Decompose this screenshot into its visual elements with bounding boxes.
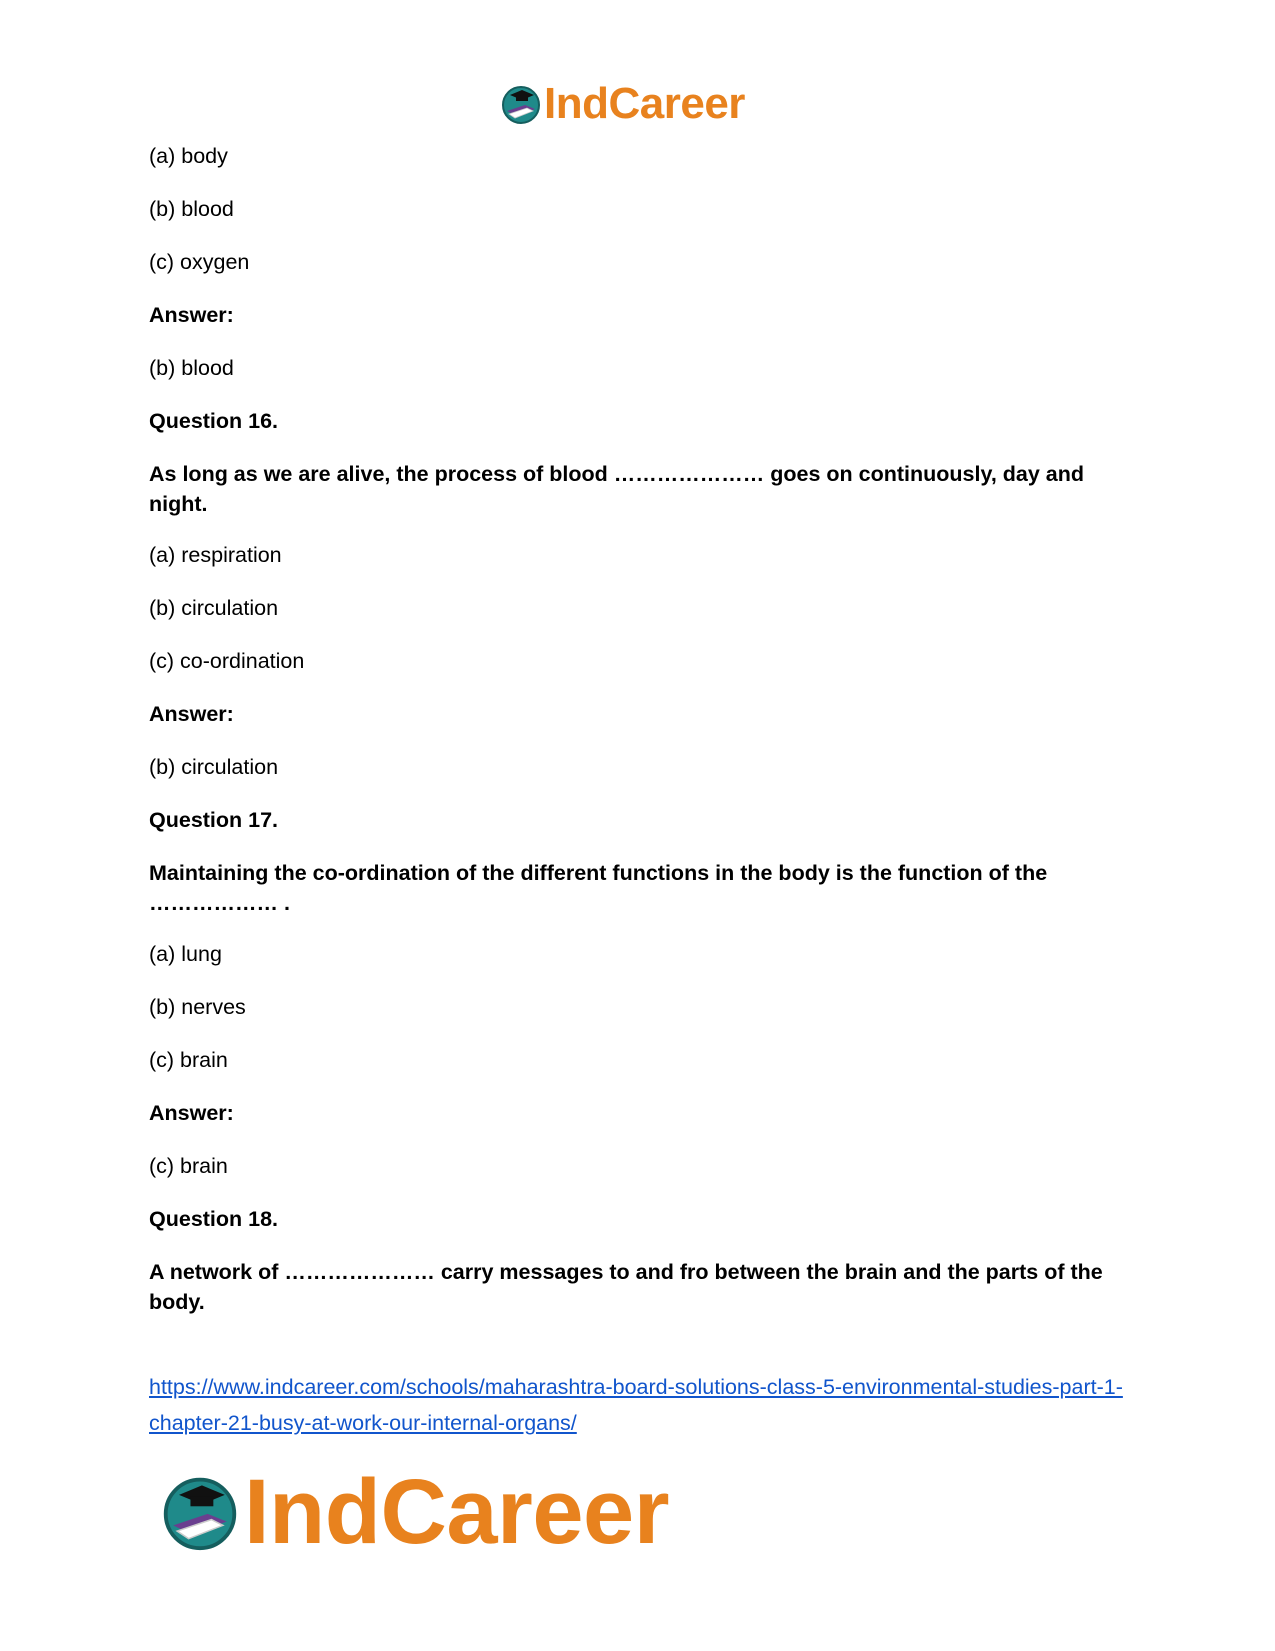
- question-16-text: As long as we are alive, the process of blood ………………… goes on continuously, day and night.: [149, 462, 1085, 516]
- option-b-circulation: (b) circulation: [149, 596, 279, 620]
- option-a-body: (a) body: [149, 144, 228, 168]
- option-c-co-ordination: (c) co-ordination: [149, 649, 305, 673]
- option-c-oxygen: (c) oxygen: [149, 250, 250, 274]
- option-b-nerves: (b) nerves: [149, 995, 246, 1019]
- graduation-globe-icon: [500, 83, 542, 125]
- answer-label: Answer:: [149, 702, 234, 726]
- option-a-lung: (a) lung: [149, 942, 222, 966]
- option-b-blood: (b) blood: [149, 197, 234, 221]
- option-a-respiration: (a) respiration: [149, 543, 282, 567]
- source-url-link[interactable]: https://www.indcareer.com/schools/maharashtra-board-solutions-class-5-environmental-studies-part-1-chapter-21-busy-at-work-our-internal-organs/: [149, 1375, 1123, 1435]
- answer-value: (b) circulation: [149, 755, 279, 779]
- logo-wordmark: IndCareer: [244, 1461, 669, 1563]
- question-18-heading: Question 18.: [149, 1207, 279, 1231]
- answer-label: Answer:: [149, 303, 234, 327]
- answer-label: Answer:: [149, 1101, 234, 1125]
- graduation-globe-icon: [160, 1472, 240, 1552]
- footer-logo: [160, 1461, 669, 1563]
- logo-wordmark: IndCareer: [544, 79, 745, 128]
- question-16-heading: Question 16.: [149, 409, 279, 433]
- option-c-brain: (c) brain: [149, 1048, 228, 1072]
- answer-value: (b) blood: [149, 356, 234, 380]
- question-17-text: Maintaining the co-ordination of the different functions in the body is the function of the ……………… .: [149, 861, 1048, 915]
- question-17-heading: Question 17.: [149, 808, 279, 832]
- header-logo: [500, 79, 745, 128]
- question-18-text: A network of ………………… carry messages to and fro between the brain and the parts of the body.: [149, 1260, 1103, 1314]
- answer-value: (c) brain: [149, 1154, 228, 1178]
